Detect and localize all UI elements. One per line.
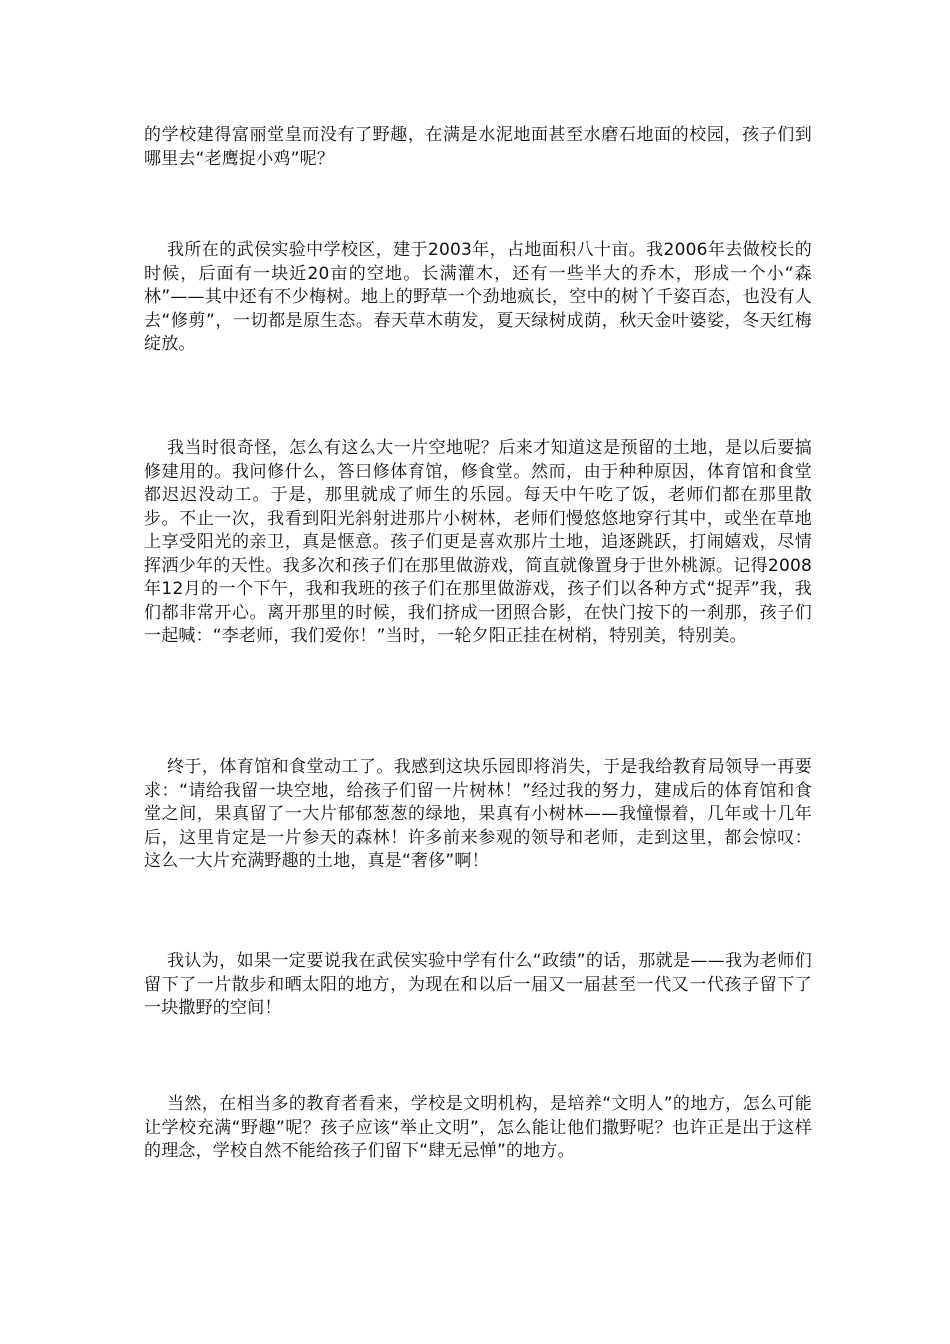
paragraph-3: 我当时很奇怪，怎么有这么大一片空地呢？后来才知道这是预留的土地，是以后要搞修建用的。我问修什么，答曰修体育馆，修食堂。然而，由于种种原因，体育馆和食堂都迟迟没动工。于是，那里就成了师生的乐园。每天中午吃了饭，老师们都在那里散步。不止一次，我看到阳光斜射进那片小树林，老师们慢悠悠地穿行其中，或坐在草地上享受阳光的亲卫，真是惬意。孩子们更是喜欢那片土地，追逐跳跃，打闹嬉戏，尽情挥洒少年的天性。我多次和孩子们在那里做游戏，简直就像置身于世外桃源。记得2008年12月的一个下午，我和我班的孩子们在那里做游戏，孩子们以各种方式“捉弄”我，我们都非常开心。离开那里的时候，我们挤成一团照合影，在快门按下的一刹那，孩子们一起喊：“李老师，我们爱你！”当时，一轮夕阳正挂在树梢，特别美，特别美。 bbox=[144, 438, 812, 646]
paragraph-5: 我认为，如果一定要说我在武侯实验中学有什么“政绩”的话，那就是——我为老师们留下了一片散步和晒太阳的地方，为现在和以后一届又一届甚至一代又一代孩子留下了一块撒野的空间！ bbox=[144, 951, 812, 1018]
paragraph-4: 终于，体育馆和食堂动工了。我感到这块乐园即将消失，于是我给教育局领导一再要求：“请给我留一块空地，给孩子们留一片树林！”经过我的努力，建成后的体育馆和食堂之间，果真留了一大片郁郁葱葱的绿地，果真有小树林——我憧憬着，几年或十几年后，这里肯定是一片参天的森林！许多前来参观的领导和老师，走到这里，都会惊叹：这么一大片充满野趣的土地，真是“奢侈”啊！ bbox=[144, 757, 812, 871]
paragraph-2: 我所在的武侯实验中学校区，建于2003年，占地面积八十亩。我2006年去做校长的时候，后面有一块近20亩的空地。长满灌木，还有一些半大的乔木，形成一个小“森林”——其中还有不少梅树。地上的野草一个劲地疯长，空中的树丫千姿百态，也没有人去“修剪”，一切都是原生态。春天草木萌发，夏天绿树成荫，秋天金叶婆娑，冬天红梅绽放。 bbox=[144, 240, 812, 354]
paragraph-6: 当然，在相当多的教育者看来，学校是文明机构，是培养“文明人”的地方，怎么可能让学校充满“野趣”呢？孩子应该“举止文明”，怎么能让他们撒野呢？也许正是出于这样的理念，学校自然不能给孩子们留下“肆无忌惮”的地方。 bbox=[144, 1094, 812, 1161]
paragraph-1: 的学校建得富丽堂皇而没有了野趣，在满是水泥地面甚至水磨石地面的校园，孩子们到哪里去“老鹰捉小鸡”呢？ bbox=[144, 125, 812, 169]
